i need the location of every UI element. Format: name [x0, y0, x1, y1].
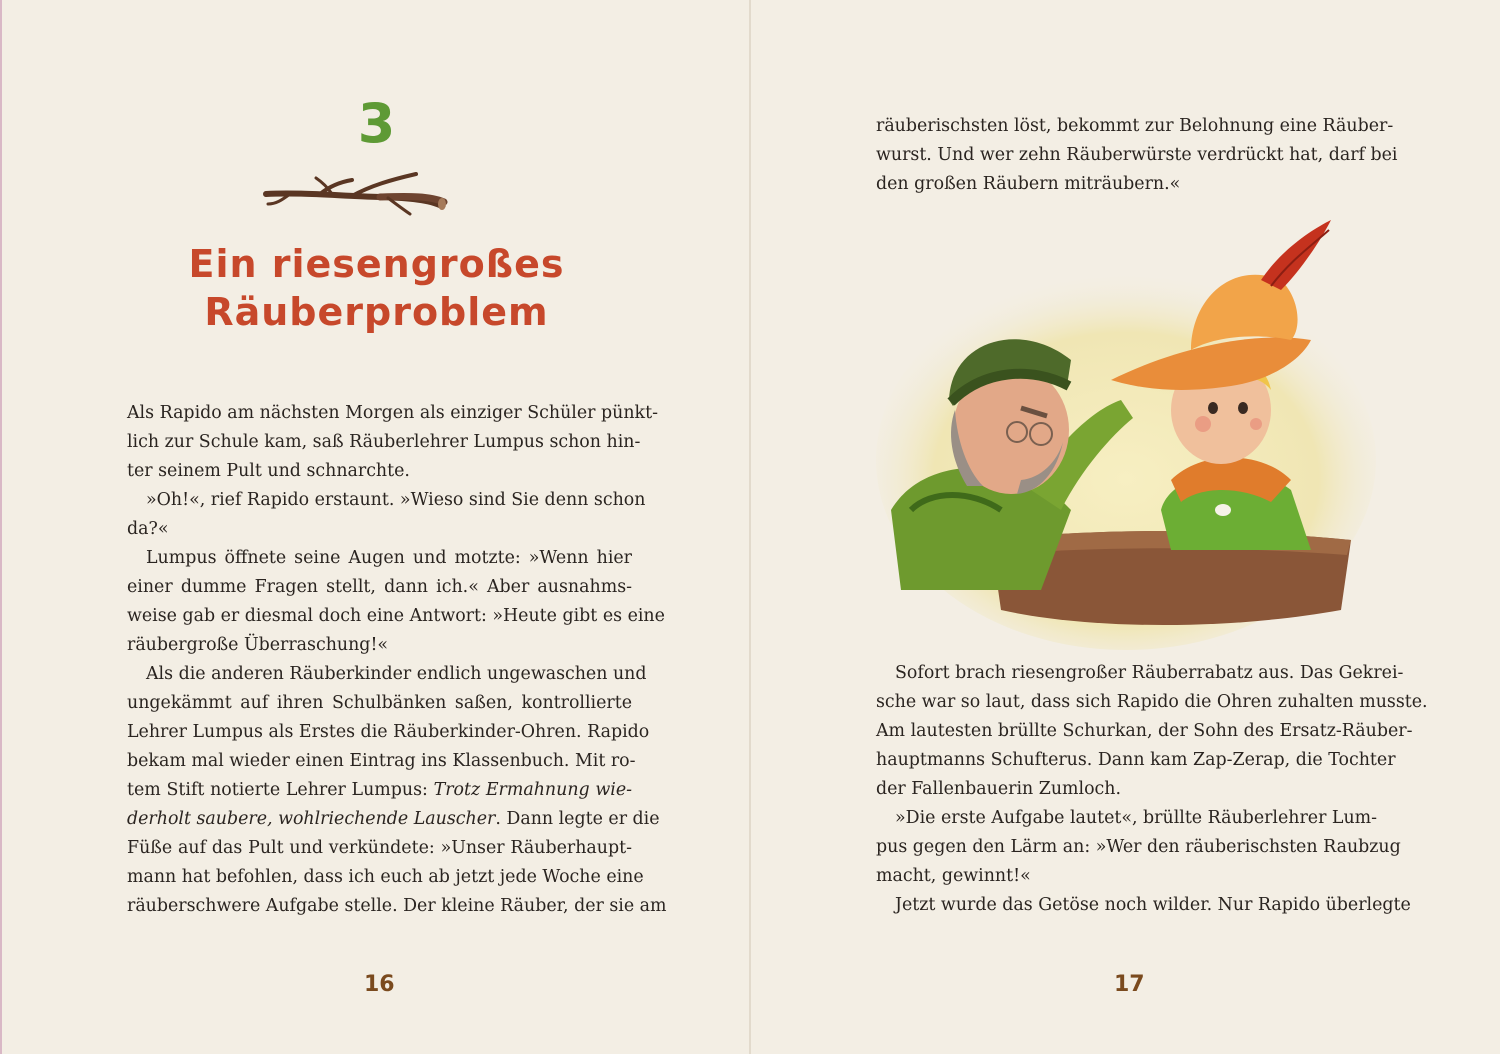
right-bottom-text: [876, 659, 1428, 920]
text-line: Lumpus öffnete seine Augen und motzte: »Wenn hier: [146, 548, 632, 568]
text-line: lich zur Schule kam, saß Räuberlehrer Lumpus schon hin-: [127, 432, 641, 452]
text-line: macht, gewinnt!«: [876, 866, 1031, 886]
chapter-title-line1: Ein riesengroßes: [188, 242, 565, 286]
text-line: derholt saubere, wohlriechende Lauscher. Dann legte er die: [127, 809, 660, 829]
text-line: Am lautesten brüllte Schurkan, der Sohn des Ersatz-Räuber-: [876, 721, 1413, 741]
right-page: [751, 0, 1500, 1054]
chapter-title: [2, 240, 751, 336]
left-body-text: [127, 399, 667, 921]
text-line: räuberischsten löst, bekommt zur Belohnung eine Räuber-: [876, 116, 1394, 136]
chapter-title-line2: Räuberproblem: [204, 290, 549, 334]
text-line: tem Stift notierte Lehrer Lumpus: Trotz Ermahnung wie-: [127, 780, 632, 800]
text-line: pus gegen den Lärm an: »Wer den räuberischsten Raubzug: [876, 837, 1401, 857]
text-line: der Fallenbauerin Zumloch.: [876, 779, 1122, 799]
right-top-text: [876, 112, 1398, 199]
branch-illustration: [260, 170, 450, 220]
text-line: wurst. Und wer zehn Räuberwürste verdrückt hat, darf bei: [876, 145, 1398, 165]
text-line: einer dumme Fragen stellt, dann ich.« Aber ausnahms-: [127, 577, 632, 597]
text-line: bekam mal wieder einen Eintrag ins Klassenbuch. Mit ro-: [127, 751, 636, 771]
page-number-left: 16: [364, 972, 395, 997]
text-line: Als Rapido am nächsten Morgen als einziger Schüler pünkt-: [127, 403, 658, 423]
text-line: »Die erste Aufgabe lautet«, brüllte Räuberlehrer Lum-: [895, 808, 1378, 828]
robber-teacher-and-boy-illustration: [871, 210, 1381, 650]
text-line: den großen Räubern miträubern.«: [876, 174, 1181, 194]
text-line: Lehrer Lumpus als Erstes die Räuberkinder-Ohren. Rapido: [127, 722, 650, 742]
text-line: räuberschwere Aufgabe stelle. Der kleine Räuber, der sie am: [127, 896, 667, 916]
text-line: sche war so laut, dass sich Rapido die Ohren zuhalten musste.: [876, 692, 1428, 712]
text-line: da?«: [127, 519, 169, 539]
text-line: hauptmanns Schufterus. Dann kam Zap-Zerap, die Tochter: [876, 750, 1396, 770]
text-line: räubergroße Überraschung!«: [127, 635, 389, 655]
text-line: weise gab er diesmal doch eine Antwort: »Heute gibt es eine: [127, 606, 665, 626]
text-line: Jetzt wurde das Getöse noch wilder. Nur Rapido überlegte: [895, 895, 1411, 915]
text-line: Sofort brach riesengroßer Räuberrabatz aus. Das Gekrei-: [895, 663, 1404, 683]
page-number-right: 17: [1114, 972, 1145, 997]
text-line: Als die anderen Räuberkinder endlich ungewaschen und: [146, 664, 647, 684]
text-line: »Oh!«, rief Rapido erstaunt. »Wieso sind Sie denn schon: [146, 490, 646, 510]
text-line: Füße auf das Pult und verkündete: »Unser Räuberhaupt-: [127, 838, 632, 858]
text-line: ungekämmt auf ihren Schulbänken saßen, kontrollierte: [127, 693, 632, 713]
text-line: ter seinem Pult und schnarchte.: [127, 461, 410, 481]
text-line: mann hat befohlen, dass ich euch ab jetzt jede Woche eine: [127, 867, 644, 887]
chapter-number: 3: [357, 92, 396, 155]
